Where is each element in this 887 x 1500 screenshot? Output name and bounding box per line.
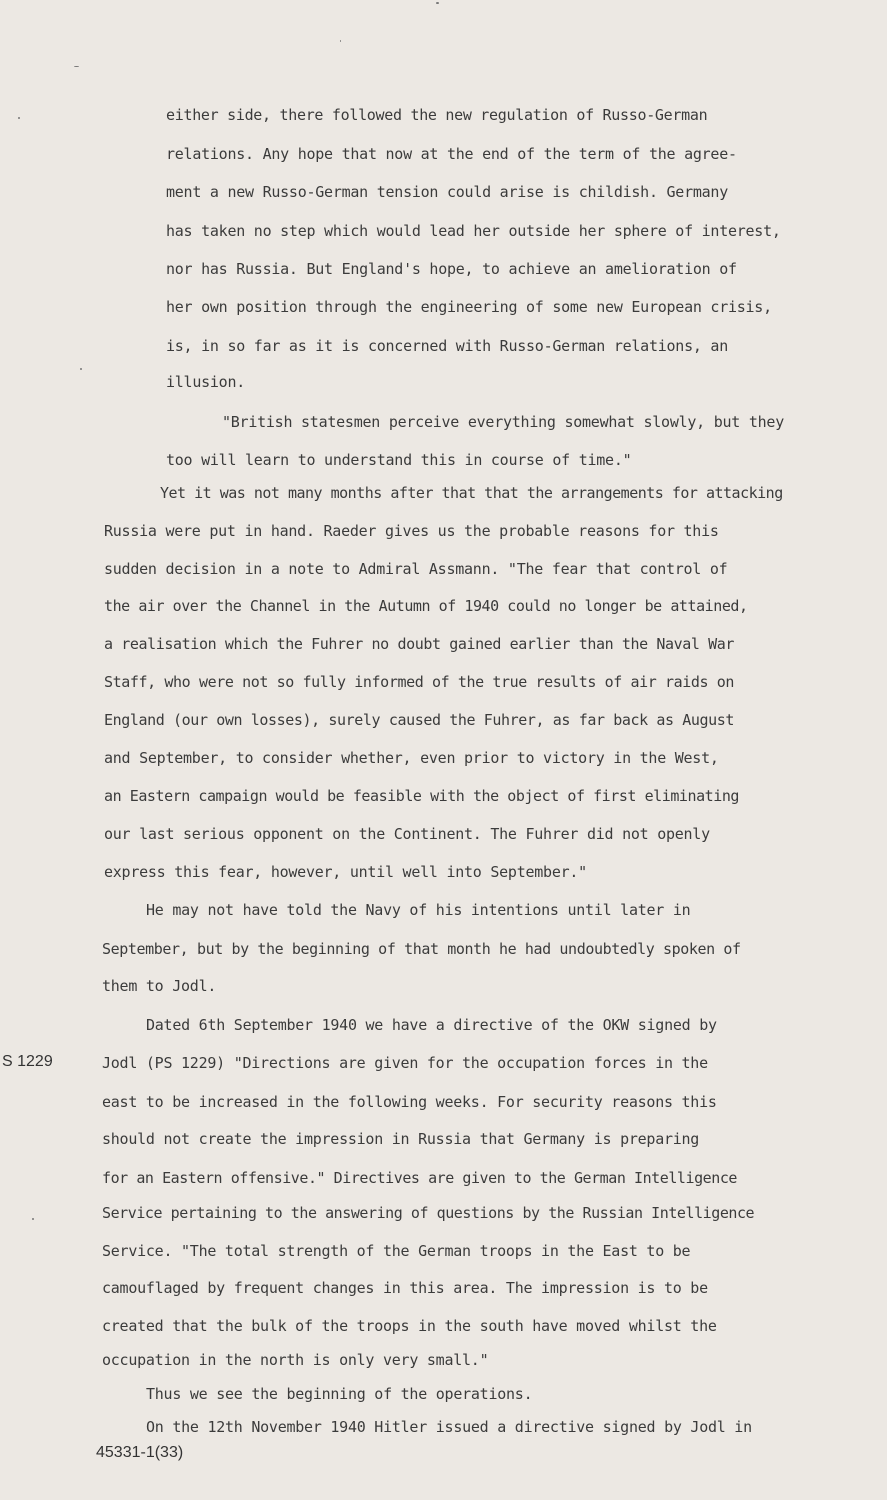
text-line: Thus we see the beginning of the operations. xyxy=(146,1385,533,1403)
text-line: England (our own losses), surely caused the Fuhrer, as far back as August xyxy=(104,711,735,729)
paper-speck xyxy=(436,2,439,4)
text-line: illusion. xyxy=(166,373,246,391)
text-line: camouflaged by frequent changes in this area. The impression is to be xyxy=(102,1279,708,1297)
text-line: created that the bulk of the troops in the south have moved whilst the xyxy=(102,1317,717,1335)
text-line: them to Jodl. xyxy=(102,977,217,995)
text-line: the air over the Channel in the Autumn of 1940 could no longer be attained, xyxy=(104,597,748,615)
text-line: September, but by the beginning of that month he had undoubtedly spoken of xyxy=(102,940,741,958)
paper-speck xyxy=(74,66,79,67)
text-line: an Eastern campaign would be feasible with the object of first eliminating xyxy=(104,787,739,805)
text-line: express this fear, however, until well into September." xyxy=(104,863,587,881)
paper-speck xyxy=(80,368,82,370)
text-line: too will learn to understand this in course of time." xyxy=(166,451,632,469)
text-line: is, in so far as it is concerned with Russo-German relations, an xyxy=(166,337,728,355)
text-line: He may not have told the Navy of his intentions until later in xyxy=(146,901,691,919)
text-line: east to be increased in the following weeks. For security reasons this xyxy=(102,1093,717,1111)
text-line: Service. "The total strength of the German troops in the East to be xyxy=(102,1242,691,1260)
text-line: ment a new Russo-German tension could arise is childish. Germany xyxy=(166,183,728,201)
text-line: our last serious opponent on the Continent. The Fuhrer did not openly xyxy=(104,825,710,843)
text-line: occupation in the north is only very small." xyxy=(102,1351,489,1369)
text-line: and September, to consider whether, even prior to victory in the West, xyxy=(104,749,719,767)
text-line: Jodl (PS 1229) "Directions are given for the occupation forces in the xyxy=(102,1054,708,1072)
text-line: Staff, who were not so fully informed of the true results of air raids on xyxy=(104,673,735,691)
text-line: Dated 6th September 1940 we have a directive of the OKW signed by xyxy=(146,1016,717,1034)
margin-reference-note: S 1229 xyxy=(2,1053,53,1070)
text-line: should not create the impression in Russia that Germany is preparing xyxy=(102,1130,700,1148)
text-line: her own position through the engineering of some new European crisis, xyxy=(166,298,772,316)
text-line: sudden decision in a note to Admiral Assmann. "The fear that control of xyxy=(104,560,728,578)
text-line: either side, there followed the new regulation of Russo-German xyxy=(166,106,708,124)
text-line: "British statesmen perceive everything somewhat slowly, but they xyxy=(222,413,784,431)
text-line: has taken no step which would lead her outside her sphere of interest, xyxy=(166,222,781,240)
paper-speck xyxy=(340,40,341,42)
footer-reference-number: 45331-1(33) xyxy=(96,1444,184,1461)
text-line: On the 12th November 1940 Hitler issued a directive signed by Jodl in xyxy=(146,1418,752,1436)
paper-speck xyxy=(32,1218,34,1220)
paper-speck xyxy=(18,117,20,119)
text-line: Russia were put in hand. Raeder gives us the probable reasons for this xyxy=(104,522,719,540)
text-line: relations. Any hope that now at the end of the term of the agree- xyxy=(166,145,737,163)
text-line: Service pertaining to the answering of questions by the Russian Intelligence xyxy=(102,1204,755,1222)
text-line: Yet it was not many months after that that the arrangements for attacking xyxy=(160,484,783,502)
text-line: nor has Russia. But England's hope, to achieve an amelioration of xyxy=(166,260,737,278)
text-line: for an Eastern offensive." Directives are given to the German Intelligence xyxy=(102,1169,737,1187)
text-line: a realisation which the Fuhrer no doubt gained earlier than the Naval War xyxy=(104,635,735,653)
